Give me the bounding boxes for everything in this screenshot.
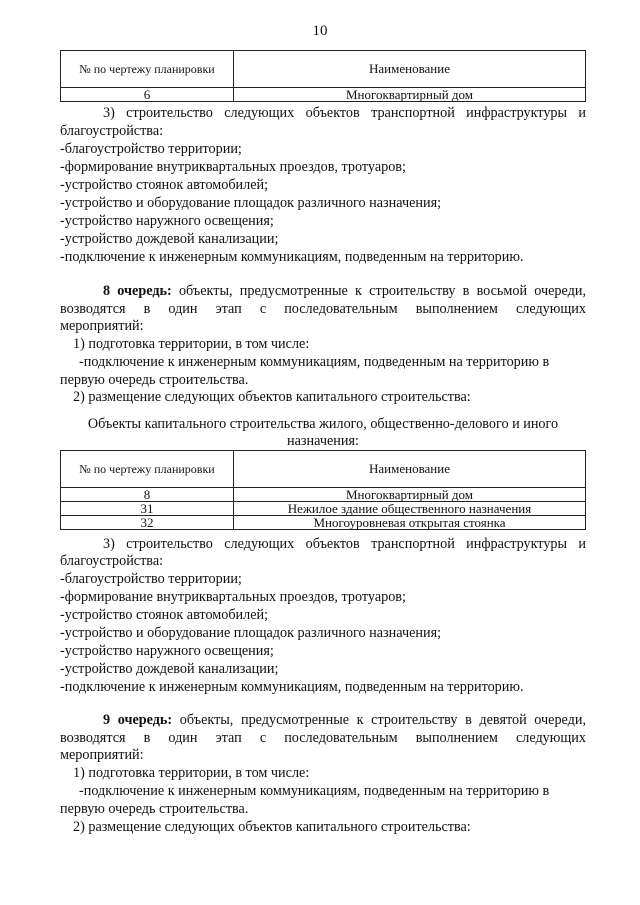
table-objects-2 [60, 450, 586, 530]
table-cell: Многоквартирный дом [234, 488, 586, 502]
table-cell: 31 [61, 502, 234, 516]
paragraph-line: 3) строительство следующих объектов транспортной инфраструктуры и [103, 536, 586, 552]
list-item: -устройство дождевой канализации; [60, 661, 279, 677]
list-item: -устройство и оборудование площадок различного назначения; [60, 195, 442, 211]
table-cell: 32 [61, 516, 234, 530]
paragraph-line: мероприятий: [60, 747, 144, 763]
paragraph-line: благоустройства: [60, 123, 164, 139]
table-caption: назначения: [287, 433, 359, 449]
list-item: 1) подготовка территории, в том числе: [73, 336, 310, 352]
list-item: -благоустройство территории; [60, 141, 242, 157]
table-cell: Нежилое здание общественного назначения [234, 502, 586, 516]
list-item: -подключение к инженерным коммуникациям, подведенным на территорию. [60, 679, 524, 695]
paragraph-line: -подключение к инженерным коммуникациям, подведенным на территорию в [79, 783, 550, 799]
table-header-number: № по чертежу планировки [61, 451, 234, 488]
table-cell: 6 [61, 88, 234, 102]
table-row [61, 488, 586, 502]
paragraph-line: благоустройства: [60, 553, 164, 569]
queue-heading: 9 очередь: [103, 712, 173, 728]
paragraph-line: первую очередь строительства. [60, 372, 249, 388]
table-header-name: Наименование [234, 51, 586, 88]
list-item: -благоустройство территории; [60, 571, 242, 587]
table-header-name: Наименование [234, 451, 586, 488]
list-item: -формирование внутриквартальных проездов, тротуаров; [60, 159, 406, 175]
table-row [61, 516, 586, 530]
paragraph-line: мероприятий: [60, 318, 144, 334]
page-number: 10 [312, 23, 328, 39]
table-row [61, 88, 586, 102]
table-row [61, 502, 586, 516]
paragraph-line [60, 712, 586, 729]
paragraph-text: объекты, предусмотренные к строительству в девятой очереди, [172, 712, 587, 728]
list-item: -устройство и оборудование площадок различного назначения; [60, 625, 442, 641]
list-item: -устройство наружного освещения; [60, 213, 274, 229]
paragraph-line: возводятся в один этап с последовательным выполнением следующих [60, 730, 586, 746]
list-item: -устройство дождевой канализации; [60, 231, 279, 247]
table-header-number: № по чертежу планировки [61, 51, 234, 88]
list-item: -устройство стоянок автомобилей; [60, 177, 269, 193]
list-item: -устройство стоянок автомобилей; [60, 607, 269, 623]
table-cell: Многоуровневая открытая стоянка [234, 516, 586, 530]
list-item: 2) размещение следующих объектов капитального строительства: [73, 389, 471, 405]
paragraph-line: -подключение к инженерным коммуникациям, подведенным на территорию в [79, 354, 550, 370]
table-objects-1 [60, 50, 586, 102]
list-item: -подключение к инженерным коммуникациям, подведенным на территорию. [60, 249, 524, 265]
paragraph-text: объекты, предусмотренные к строительству в восьмой очереди, [171, 283, 586, 299]
table-cell: 8 [61, 488, 234, 502]
list-item: 1) подготовка территории, в том числе: [73, 765, 310, 781]
table-cell: Многоквартирный дом [234, 88, 586, 102]
paragraph-line: первую очередь строительства. [60, 801, 249, 817]
queue-heading: 8 очередь: [103, 283, 172, 299]
paragraph-line: 3) строительство следующих объектов транспортной инфраструктуры и [103, 105, 586, 121]
paragraph-line: возводятся в один этап с последовательным выполнением следующих [60, 301, 586, 317]
table-caption: Объекты капитального строительства жилого, общественно-делового и иного [87, 416, 559, 432]
list-item: -формирование внутриквартальных проездов, тротуаров; [60, 589, 406, 605]
list-item: 2) размещение следующих объектов капитального строительства: [73, 819, 471, 835]
paragraph-line [60, 283, 586, 300]
list-item: -устройство наружного освещения; [60, 643, 274, 659]
